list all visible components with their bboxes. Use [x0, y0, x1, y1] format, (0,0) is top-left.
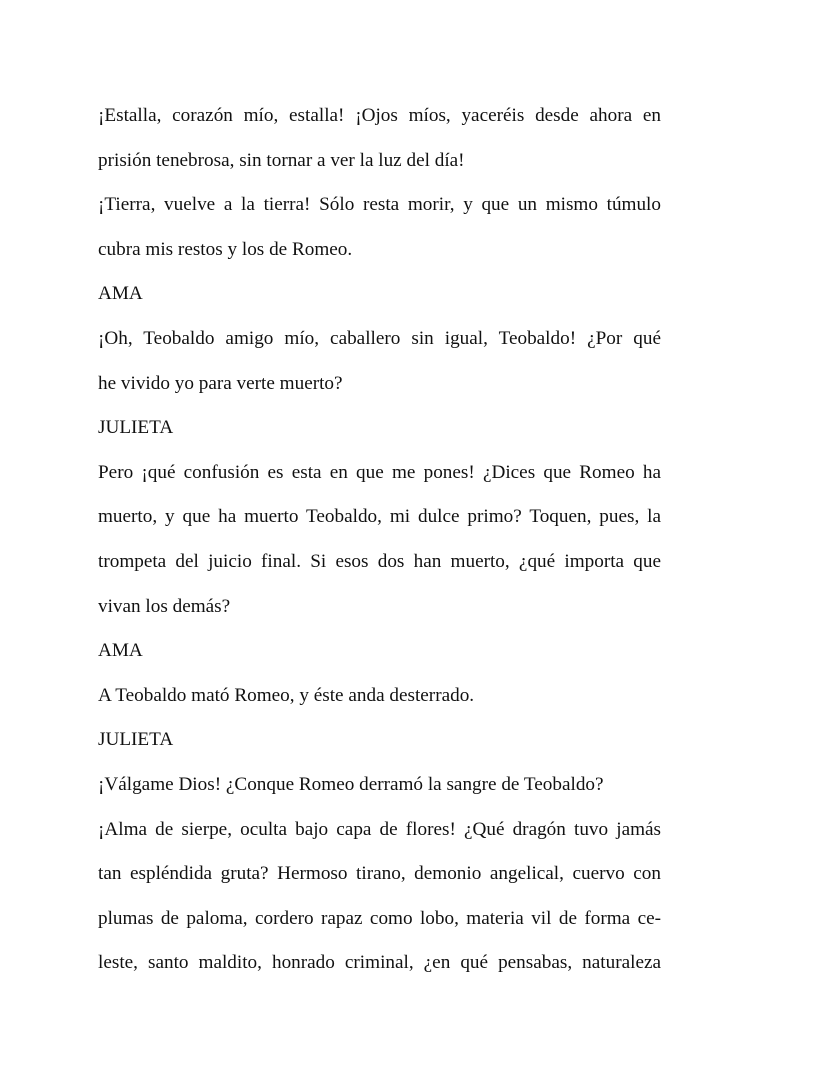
dialogue-line: ¡Oh, Teobaldo amigo mío, caballero sin igual, Teobaldo! ¿Por qué — [98, 327, 661, 349]
dialogue-line: A Teobaldo mató Romeo, y éste anda desterrado. — [98, 684, 475, 706]
dialogue-line: prisión tenebrosa, sin tornar a ver la luz del día! — [98, 149, 465, 171]
speaker-name: AMA — [98, 283, 143, 305]
play-text — [98, 94, 678, 986]
dialogue-line: trompeta del juicio final. Si esos dos han muerto, ¿qué importa que — [98, 550, 661, 572]
dialogue-line: he vivido yo para verte muerto? — [98, 372, 343, 394]
speaker-name: JULIETA — [98, 729, 174, 751]
speaker-name: AMA — [98, 640, 143, 662]
dialogue-line: ¡Alma de sierpe, oculta bajo capa de flores! ¿Qué dragón tuvo jamás — [98, 818, 661, 840]
dialogue-line: Pero ¡qué confusión es esta en que me pones! ¿Dices que Romeo ha — [98, 461, 661, 483]
speaker-name: JULIETA — [98, 417, 174, 439]
dialogue-line: plumas de paloma, cordero rapaz como lobo, materia vil de forma ce- — [98, 907, 661, 929]
dialogue-line: ¡Tierra, vuelve a la tierra! Sólo resta morir, y que un mismo túmulo — [98, 194, 661, 216]
dialogue-line: ¡Estalla, corazón mío, estalla! ¡Ojos míos, yaceréis desde ahora en — [98, 105, 661, 126]
dialogue-line: leste, santo maldito, honrado criminal, ¿en qué pensabas, naturaleza — [98, 952, 661, 974]
dialogue-line: ¡Válgame Dios! ¿Conque Romeo derramó la sangre de Teobaldo? — [98, 773, 604, 795]
dialogue-line: cubra mis restos y los de Romeo. — [98, 238, 353, 260]
dialogue-line: vivan los demás? — [98, 595, 231, 617]
dialogue-line: muerto, y que ha muerto Teobaldo, mi dulce primo? Toquen, pues, la — [98, 506, 661, 528]
dialogue-line: tan espléndida gruta? Hermoso tirano, demonio angelical, cuervo con — [98, 863, 661, 885]
